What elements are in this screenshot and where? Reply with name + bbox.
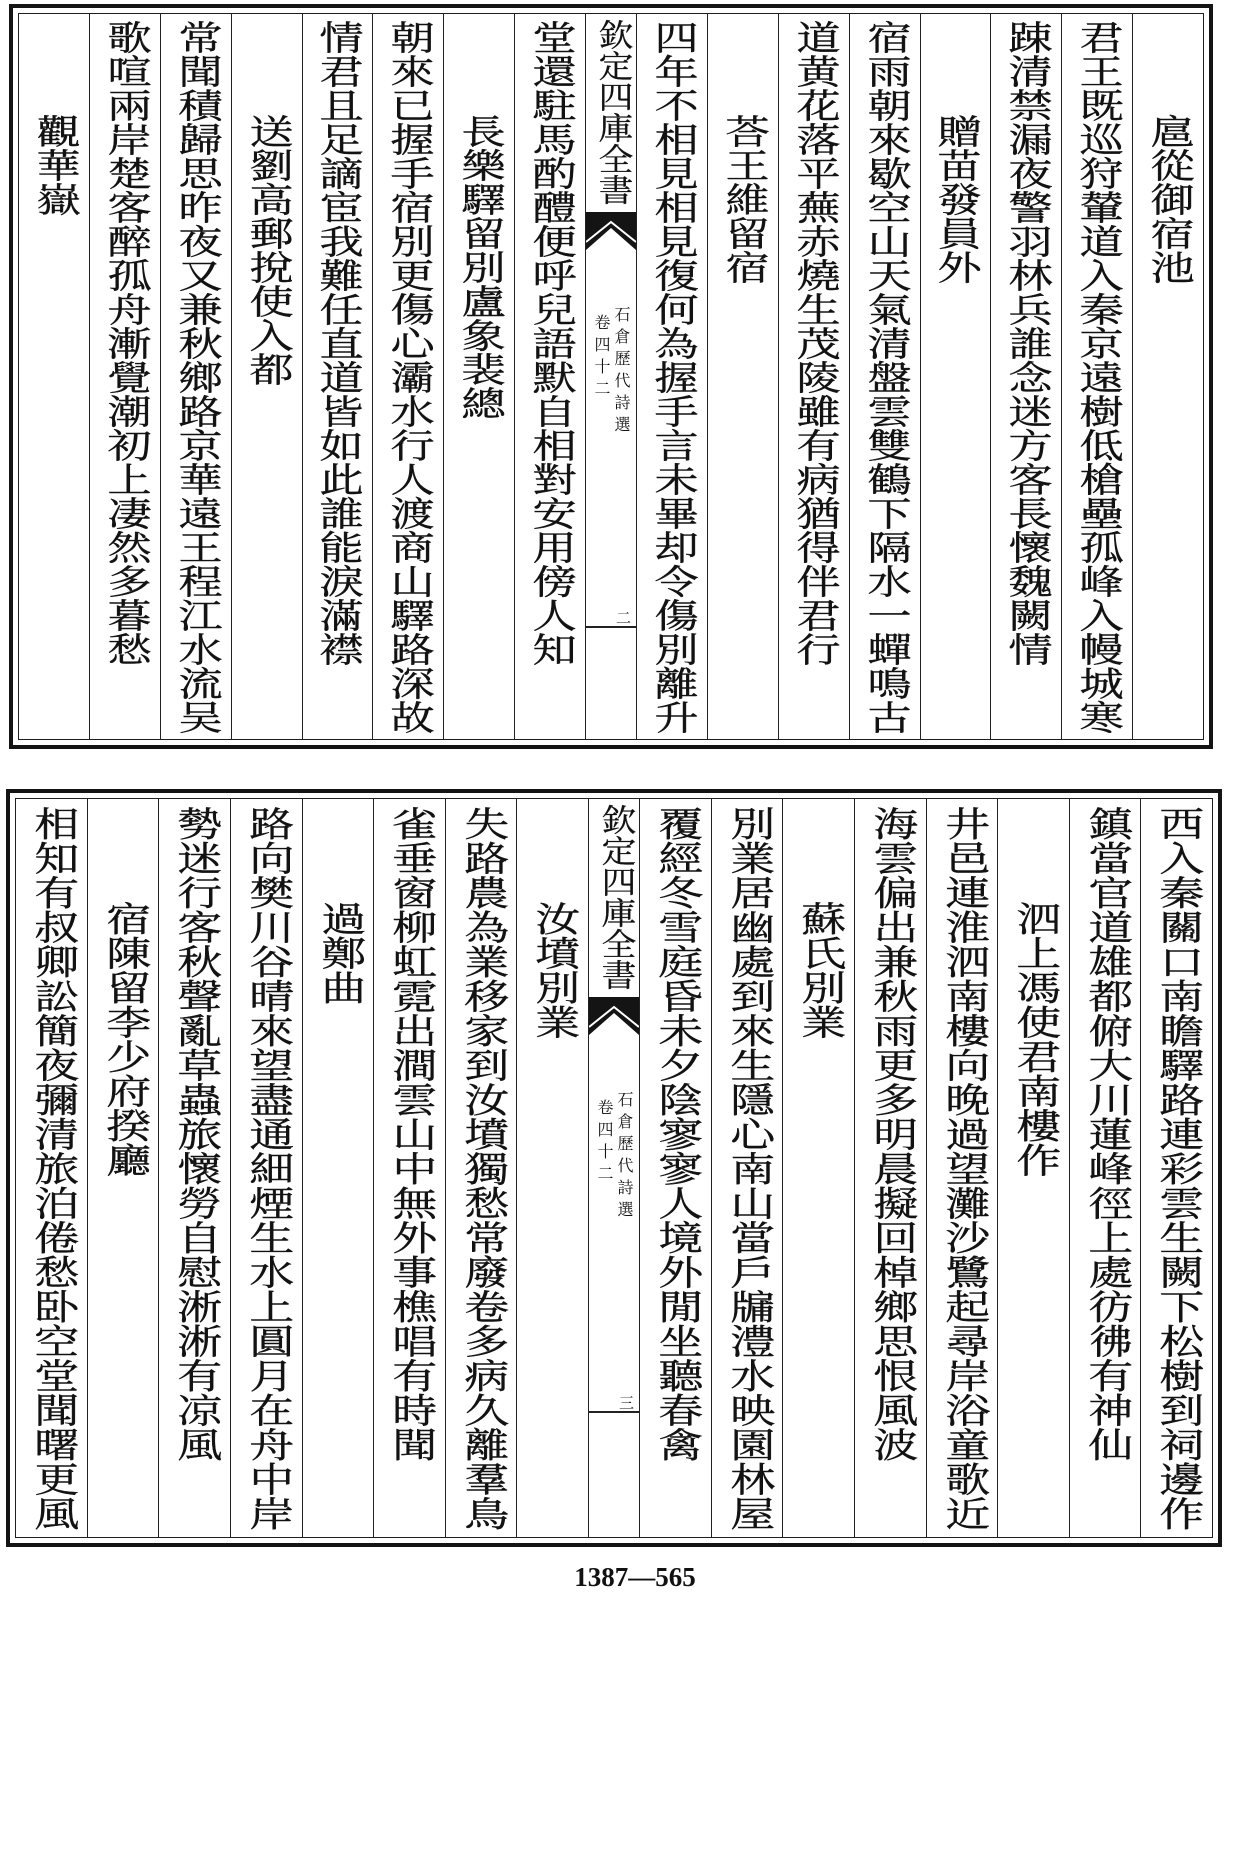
verse-line: 相知有叔卿訟簡夜彌清旅泊倦愁卧空堂聞曙更風: [25, 806, 78, 1531]
text-column: [302, 799, 374, 1537]
fishtail-ornament-icon: [589, 997, 639, 1039]
text-column: [782, 799, 854, 1537]
volume-number: 卷四十二: [592, 314, 611, 402]
center-rule: [589, 1411, 639, 1413]
text-column: [87, 799, 159, 1537]
verse-line: 踈清禁漏夜警羽林兵誰念迷方客長懷魏闕情: [1000, 20, 1053, 666]
text-column: [1132, 14, 1203, 739]
text-column: [707, 14, 778, 739]
text-column: [1140, 799, 1212, 1537]
text-column: [1061, 14, 1132, 739]
text-column: [373, 799, 445, 1537]
text-column: [639, 799, 711, 1537]
text-column: [854, 799, 926, 1537]
poem-title: 贈苗發員外: [929, 114, 982, 284]
poem-title: 泗上馮使君南樓作: [1007, 901, 1060, 1177]
poem-title: 觀華嶽: [27, 114, 80, 216]
text-column: [849, 14, 920, 739]
text-column: [1069, 799, 1141, 1537]
inner-frame: [15, 798, 1213, 1538]
verse-line: 歌喧兩岸楚客醉孤舟漸覺潮初上凄然多暮愁: [98, 20, 151, 666]
collection-header: 欽定四庫全書: [591, 19, 632, 205]
text-column: [711, 799, 783, 1537]
poem-title: 宿陳留李少府揆廳: [97, 901, 150, 1177]
volume-number: 卷四十二: [595, 1099, 614, 1187]
text-column: [372, 14, 443, 739]
text-column: [997, 799, 1069, 1537]
book-title: 石倉歷代詩選: [615, 1091, 634, 1223]
page-number: 1387—565: [574, 1562, 696, 1592]
page-spread-top: [9, 4, 1213, 749]
verse-line: 覆經冬雪庭昏未夕陰寥寥人境外閒坐聽春禽: [649, 806, 702, 1462]
verse-line: 勢迷行客秋聲亂草蟲旅懷勞自慰淅淅有凉風: [168, 806, 221, 1462]
verse-line: 情君且足謫宦我難任直道皆如此誰能淚滿襟: [311, 20, 364, 666]
poem-title: 送劉高郵挩使入都: [240, 114, 293, 386]
poem-title: 過鄭曲: [312, 901, 365, 1005]
verse-line: 宿雨朝來歇空山天氣清盤雲雙鶴下隔水一蟬鳴古: [858, 20, 911, 734]
verse-line: 常聞積歸思昨夜又兼秋鄉路京華遠王程江水流吴: [169, 20, 222, 734]
verse-line: 雀垂窗柳虹霓出澗雲山中無外事樵唱有時聞: [383, 806, 436, 1462]
poem-title: 汝墳別業: [527, 901, 580, 1039]
text-column: [230, 799, 302, 1537]
verse-line: 鎮當官道雄都俯大川蓮峰徑上處彷彿有神仙: [1079, 806, 1132, 1462]
inner-frame: [18, 13, 1204, 740]
verse-line: 路向樊川谷晴來望盡通細煙生水上圓月在舟中岸: [240, 806, 293, 1531]
center-fold: [588, 799, 639, 1537]
center-rule: [586, 626, 636, 628]
poem-title: 扈從御宿池: [1142, 114, 1195, 284]
text-column: [514, 14, 585, 739]
verse-line: 海雲偏出兼秋雨更多明晨擬回棹鄉思恨風波: [864, 806, 917, 1462]
verse-line: 堂還駐馬酌醴便呼兒語默自相對安用傍人知: [524, 20, 577, 666]
verse-line: 道黄花落平蕪赤燒生茂陵雖有病猶得伴君行: [787, 20, 840, 666]
text-column: [443, 14, 514, 739]
page-spread-bottom: [6, 789, 1222, 1547]
text-column: [16, 799, 87, 1537]
text-column: [160, 14, 231, 739]
poem-title: 蘇氏別業: [792, 901, 845, 1039]
poem-title: 長樂驛留別盧象裴總: [453, 114, 506, 420]
text-column: [778, 14, 849, 739]
text-column: [920, 14, 991, 739]
verse-line: 失路農為業移家到汝墳獨愁常廢卷多病久離羣鳥: [455, 806, 508, 1531]
collection-header: 欽定四庫全書: [594, 804, 635, 990]
book-title: 石倉歷代詩選: [612, 306, 631, 438]
poem-title: 荅王維留宿: [716, 114, 769, 284]
text-column: [636, 14, 707, 739]
verse-line: 君王既巡狩輦道入秦京遠樹低槍壘孤峰入幔城寒: [1071, 20, 1124, 734]
leaf-number: 二: [614, 610, 632, 625]
fishtail-ornament-icon: [586, 212, 636, 254]
verse-line: 井邑連淮泗南樓向晚過望灘沙鷺起尋岸浴童歌近: [936, 806, 989, 1531]
text-column: [926, 799, 998, 1537]
text-column: [19, 14, 89, 739]
verse-line: 朝來已握手宿別更傷心灞水行人渡商山驛路深故: [382, 20, 435, 734]
verse-line: 四年不相見相見復何為握手言未畢却令傷別離升: [645, 20, 698, 734]
text-column: [231, 14, 302, 739]
text-column: [990, 14, 1061, 739]
text-column: [89, 14, 160, 739]
center-fold: [585, 14, 636, 739]
text-column: [445, 799, 517, 1537]
text-column: [302, 14, 373, 739]
leaf-number: 三: [617, 1395, 635, 1410]
verse-line: 別業居幽處到來生隱心南山當戶牖澧水映園林屋: [721, 806, 774, 1531]
text-column: [516, 799, 588, 1537]
verse-line: 西入秦關口南瞻驛路連彩雲生闕下松樹到祠邊作: [1151, 806, 1204, 1531]
text-column: [158, 799, 230, 1537]
